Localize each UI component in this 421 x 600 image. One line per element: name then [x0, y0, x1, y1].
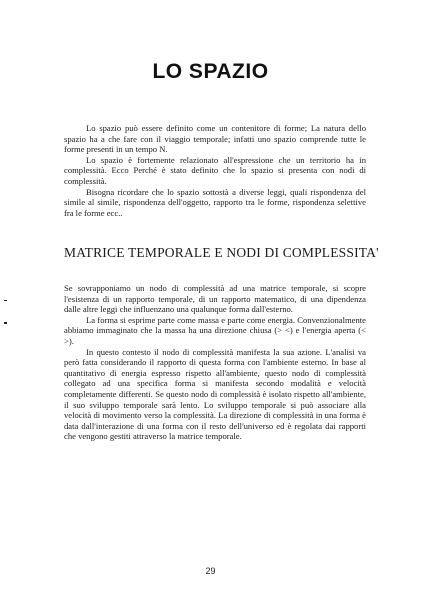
intro-text [64, 123, 366, 218]
section-text [64, 283, 366, 442]
intro-paragraph: Bisogna ricordare che lo spazio sottostà a diverse leggi, quali rispondenza del simile al simile, rispondenza dell'oggetto, rapporto tra le forme, rispondenza selettive fra le forme ecc.. [64, 186, 366, 218]
section-heading: MATRICE TEMPORALE E NODI DI COMPLESSITA' [64, 245, 379, 260]
section-paragraph: La forma si esprime parte come massa e parte come energia. Convenzionalmente abbiamo immaginato che la massa ha una direzione chiusa (> <) e l'energia aperta (< >). [64, 314, 366, 346]
intro-paragraph: Lo spazio è fortemente relazionato all'espressione che un territorio ha in complessità. Ecco Perché è stato definito che lo spazio si presenta con nodi di complessità. [64, 154, 366, 186]
page-number: 29 [205, 566, 216, 576]
page-title: LO SPAZIO [152, 60, 269, 83]
margin-mark [4, 300, 7, 301]
intro-paragraph: Lo spazio può essere definito come un contenitore di forme; La natura dello spazio ha a che fare con il viaggio temporale; infatti uno spazio comprende tutte le forme presenti in un tempo N. [64, 123, 366, 155]
section-paragraph: In questo contesto il nodo di complessità manifesta la sua azione. L'analisi va però fatta considerando il rapporto di questa forma con l'ambiente esterno. In base al quantitativo di energia espresso rispetto all'ambiente, questo nodo di complessità collegato ad una specifica forma si manifesta secondo modalità e velocità completamente differenti. Se questo nodo di complessità è isolato rispetto all'ambiente, il suo sviluppo temporale sarà lento. Lo sviluppo temporale si può associare alla velocità di movimento verso la complessità. La direzione di complessità in una forma è data dall'interazione di una forma con il resto dell'universo ed è regolata dai rapporti che vengono gestiti attraverso la matrice temporale. [64, 346, 366, 442]
section-paragraph: Se sovrapponiamo un nodo di complessità ad una matrice temporale, si scopre l'esistenza di un rapporto temporale, di un rapporto matematico, di una dipendenza dalle altre leggi che influenzano una qualunque forma dall'esterno. [64, 283, 366, 315]
margin-mark [4, 322, 7, 324]
